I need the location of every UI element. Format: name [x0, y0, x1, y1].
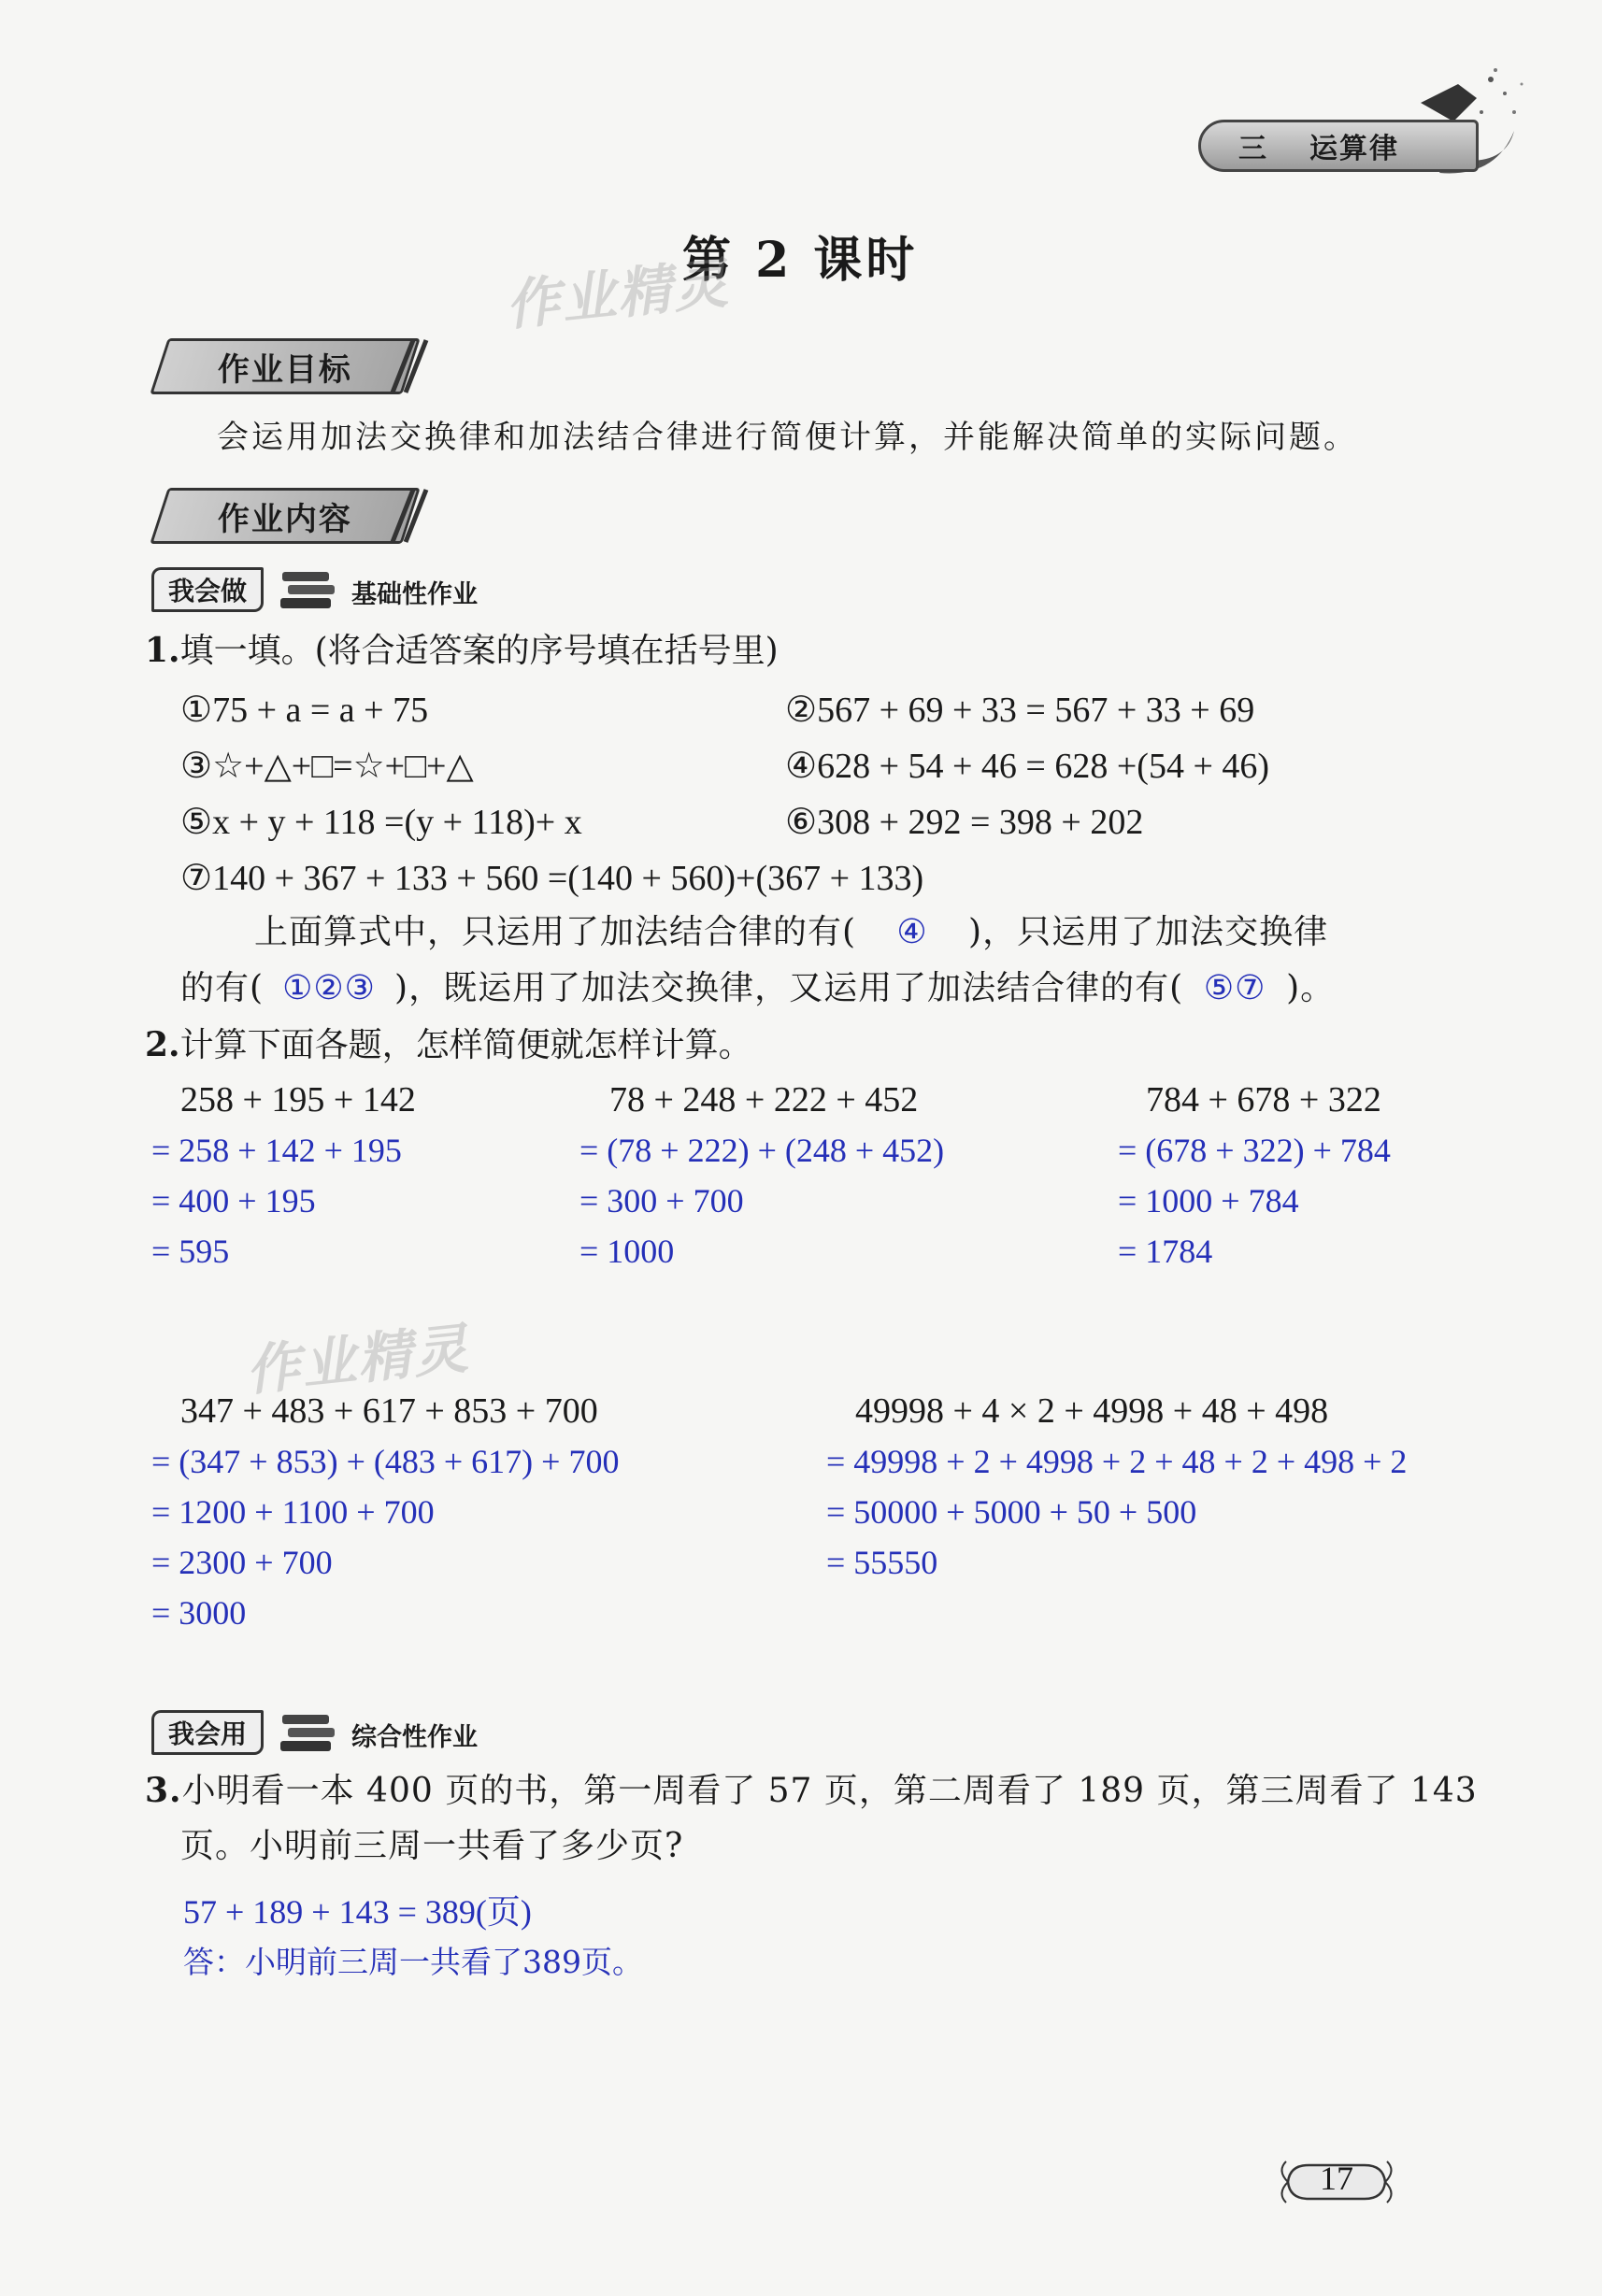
- q2-problem-3-expr: 784 + 678 + 322: [1146, 1080, 1381, 1119]
- q3-answer-expr: 57 + 189 + 143 = 389(页): [183, 1893, 532, 1931]
- q2-problem-1-expr: 258 + 195 + 142: [180, 1080, 416, 1119]
- q1-fill-line-1: [254, 913, 1329, 951]
- chapter-title: 运算律: [1309, 133, 1399, 165]
- q1-answer-3: ⑤⑦: [1203, 969, 1266, 1007]
- q2-problem-3-step-3: = 1784: [1118, 1233, 1213, 1270]
- watermark: 作业精灵: [502, 250, 733, 338]
- q1-item-4: ④628 + 54 + 46 = 628 +(54 + 46): [785, 747, 1270, 786]
- q3-answer-text: 答：小明前三周一共看了389页。: [183, 1944, 643, 1980]
- q2-problem-2-step-1: = (78 + 222) + (248 + 452): [579, 1132, 945, 1169]
- q1-item-2: ②567 + 69 + 33 = 567 + 33 + 69: [785, 691, 1255, 730]
- watermark: 作业精灵: [242, 1316, 473, 1404]
- q1-fill-line-2: [180, 969, 1336, 1007]
- q1-answer-1: ④: [896, 913, 928, 951]
- q1-line2-b: )，既运用了加法交换律，又运用了加法结合律的有(: [394, 969, 1184, 1007]
- q2-problem-5-step-3: = 55550: [826, 1544, 938, 1581]
- q1-answer-2: ①②③: [282, 969, 376, 1007]
- q1-item-3: ③☆+△+□=☆+□+△: [180, 747, 474, 786]
- q3-line1-text: 小明看一本 400 页的书，第一周看了 57 页，第二周看了 189 页，第三周看了 143: [181, 1772, 1478, 1810]
- q2-problem-2-step-3: = 1000: [579, 1233, 675, 1270]
- books-icon: [279, 1709, 338, 1756]
- q2-problem-1-step-1: = 258 + 142 + 195: [151, 1132, 402, 1169]
- q2-problem-4-expr: 347 + 483 + 617 + 853 + 700: [180, 1391, 598, 1431]
- q2-problem-2-step-2: = 300 + 700: [579, 1182, 744, 1219]
- q2-prompt-text: 计算下面各题，怎样简便就怎样计算。: [179, 1026, 752, 1064]
- q2-problem-4-step-4: = 3000: [151, 1594, 247, 1632]
- q3-number: 3.: [145, 1771, 182, 1810]
- content-banner-label: 作业内容: [218, 500, 352, 538]
- q2-problem-4-step-3: = 2300 + 700: [151, 1544, 333, 1581]
- q2-problem-5-expr: 49998 + 4 × 2 + 4998 + 48 + 498: [855, 1391, 1329, 1431]
- banner-stripes-icon: [374, 338, 430, 394]
- q3-line-2: 页。小明前三周一共看了多少页?: [180, 1827, 684, 1865]
- q1-prompt-text: 填一填。(将合适答案的序号填在括号里): [179, 632, 779, 670]
- banner-stripes-icon: [374, 488, 430, 544]
- q2-problem-3-step-1: = (678 + 322) + 784: [1118, 1132, 1391, 1169]
- q1-line1-a: 上面算式中，只运用了加法结合律的有(: [254, 913, 857, 951]
- q2-problem-5-step-2: = 50000 + 5000 + 50 + 500: [826, 1493, 1197, 1531]
- q1-number: 1.: [145, 631, 180, 670]
- q2-problem-3-step-2: = 1000 + 784: [1118, 1182, 1299, 1219]
- lesson-title: 第 2 课时: [682, 232, 919, 289]
- q1-item-1: ①75 + a = a + 75: [180, 691, 429, 730]
- q2-prompt: [145, 1025, 752, 1064]
- chapter-number: 三: [1238, 133, 1268, 165]
- q2-problem-4-step-1: = (347 + 853) + (483 + 617) + 700: [151, 1443, 620, 1480]
- q2-problem-5-step-1: = 49998 + 2 + 4998 + 2 + 48 + 2 + 498 + 2: [826, 1443, 1408, 1480]
- books-icon: [279, 566, 338, 613]
- q2-problem-1-step-2: = 400 + 195: [151, 1182, 316, 1219]
- q2-problem-2-expr: 78 + 248 + 222 + 452: [609, 1080, 919, 1119]
- q2-number: 2.: [145, 1025, 180, 1064]
- basic-tag: 我会做: [151, 567, 264, 612]
- q2-problem-4-step-2: = 1200 + 1100 + 700: [151, 1493, 435, 1531]
- q1-line2-c: )。: [1286, 969, 1336, 1007]
- q2-problem-1-step-3: = 595: [151, 1233, 230, 1270]
- q1-item-7: ⑦140 + 367 + 133 + 560 =(140 + 560)+(367 + 133): [180, 859, 924, 898]
- q1-item-5: ⑤x + y + 118 =(y + 118)+ x: [180, 803, 582, 842]
- q1-line2-a: 的有(: [180, 969, 265, 1007]
- basic-label: 基础性作业: [351, 580, 478, 609]
- objective-text: 会运用加法交换律和加法结合律进行简便计算，并能解决简单的实际问题。: [217, 419, 1358, 456]
- page-number: 17: [1320, 2160, 1353, 2197]
- q1-prompt: [145, 631, 779, 670]
- chapter-tab: [1198, 120, 1479, 172]
- objective-banner-label: 作业目标: [218, 350, 352, 389]
- q3-line-1: [145, 1771, 1478, 1810]
- applied-label: 综合性作业: [351, 1723, 478, 1752]
- q1-item-6: ⑥308 + 292 = 398 + 202: [785, 803, 1144, 842]
- q1-line1-b: )，只运用了加法交换律: [968, 913, 1329, 951]
- applied-tag: 我会用: [151, 1710, 264, 1755]
